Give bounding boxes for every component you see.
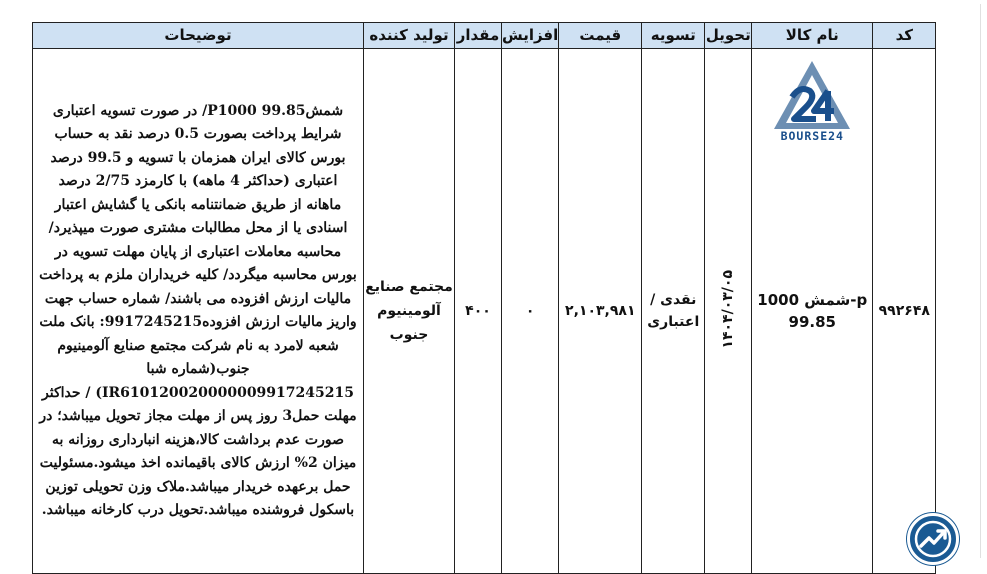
commodity-table: [32, 22, 936, 574]
producer-line1: مجتمع صنایع: [365, 279, 453, 295]
header-code: کد: [873, 23, 936, 49]
settlement-line2: اعتباری: [647, 314, 700, 330]
product-name-line2: 99.85: [788, 313, 836, 331]
product-name-line1: p-شمش 1000: [757, 291, 868, 309]
code-value: ۹۹۲۶۴۸: [878, 303, 930, 319]
header-price: قیمت: [559, 23, 642, 49]
table-header-row: [33, 23, 936, 49]
producer-line2: آلومینیوم: [377, 303, 441, 319]
header-delivery: تحویل: [705, 23, 752, 49]
producer-line3: جنوب: [389, 327, 429, 343]
table-row: [33, 49, 936, 574]
header-increase: افزایش: [502, 23, 559, 49]
cell-product-name: [752, 49, 873, 574]
header-settlement: تسویه: [642, 23, 705, 49]
header-producer: تولید کننده: [364, 23, 455, 49]
cell-description: شمشP1000 99.85/ در صورت تسویه اعتباری شرایط پرداخت بصورت 0.5 درصد نقد به حساب بورس کالای ایران همزمان با تسویه و 99.5 درصد اعتباری (حداکثر 4 ماهه) با کارمزد 2/75 درصد ماهانه از طریق ضمانتنامه بانکی یا گشایش اعتبار اسنادی یا از محل مطالبات مشتری صورت میپذیرد/ محاسبه معاملات اعتباری از پایان مهلت تسویه در بورس محاسبه میگردد/ کلیه خریداران ملزم به پرداخت مالیات ارزش افزوده می باشند/ شماره حساب جهت واریز مالیات ارزش افزوده9917245215: بانک ملت شعبه لامرد به نام شرکت مجتمع صنایع آلومینیوم جنوب(شماره شبا IR610120020000009917245215) / حداکثر مهلت حمل3 روز پس از مهلت مجاز تحویل میباشد؛ در صورت عدم برداشت کالا،هزینه انبارداری روزانه به میزان 2% ارزش کالای باقیمانده اخذ میشود.مسئولیت حمل برعهده خریدار میباشد.ملاک وزن تحویلی توزین باسکول فروشنده میباشد.تحویل درب کارخانه میباشد.: [33, 49, 364, 574]
cell-increase: ۰: [502, 49, 559, 574]
header-quantity: مقدار: [455, 23, 502, 49]
cell-quantity: ۴۰۰: [455, 49, 502, 574]
cell-producer: [364, 49, 455, 574]
logo-text: BOURSE24: [780, 129, 844, 143]
price-sheet: [4, 4, 981, 558]
trend-arrow-badge-icon: [907, 513, 959, 565]
header-description: توضیحات: [33, 23, 364, 49]
cell-code: [873, 49, 936, 574]
header-product-name: نام کالا: [752, 23, 873, 49]
delivery-date: ۱۴۰۴/۰۳/۰۵: [720, 269, 737, 349]
cell-settlement: [642, 49, 705, 574]
settlement-line1: نقدی /: [650, 292, 697, 308]
cell-price: ۲,۱۰۳,۹۸۱: [559, 49, 642, 574]
cell-delivery: [705, 49, 752, 574]
